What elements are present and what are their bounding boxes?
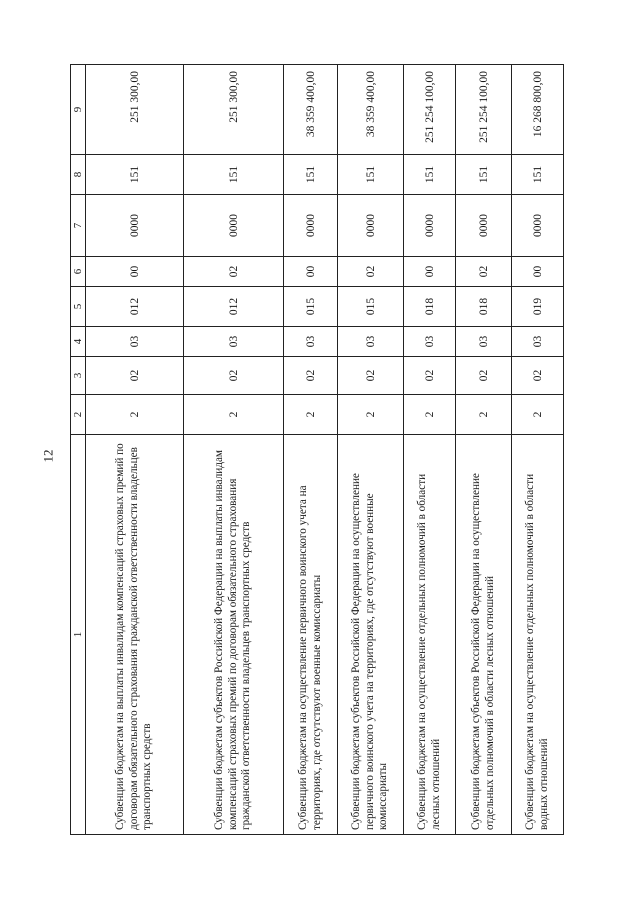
column-header: 5 (71, 287, 86, 327)
code-cell: 02 (456, 357, 512, 395)
code-cell: 03 (456, 327, 512, 357)
description-cell: Субвенции бюджетам субъектов Российской Федерации на осуществление отдельных полномочий в области лесных отношений (456, 435, 512, 835)
code-cell: 015 (284, 287, 338, 327)
code-cell: 02 (184, 357, 284, 395)
code-cell: 0000 (86, 195, 184, 257)
code-cell: 03 (404, 327, 456, 357)
code-cell: 02 (512, 357, 564, 395)
table-row (86, 65, 184, 835)
table-row (512, 65, 564, 835)
description-cell: Субвенции бюджетам субъектов Российской Федерации на осуществление первичного воинского учета на территориях, где отсутствуют военные комиссариаты (338, 435, 404, 835)
description-cell: Субвенции бюджетам субъектов Российской Федерации на выплаты инвалидам компенсаций страховых премий по договорам обязательного страхования гражданской ответственности владельцев транспортных средств (184, 435, 284, 835)
code-cell: 2 (184, 395, 284, 435)
code-cell: 151 (184, 155, 284, 195)
amount-cell: 251 254 100,00 (404, 65, 456, 155)
column-header: 1 (71, 435, 86, 835)
code-cell: 151 (404, 155, 456, 195)
code-cell: 151 (456, 155, 512, 195)
table-row (284, 65, 338, 835)
code-cell: 019 (512, 287, 564, 327)
description-cell: Субвенции бюджетам на осуществление отдельных полномочий в области лесных отношений (404, 435, 456, 835)
code-cell: 00 (284, 257, 338, 287)
code-cell: 151 (338, 155, 404, 195)
code-cell: 2 (456, 395, 512, 435)
code-cell: 03 (86, 327, 184, 357)
code-cell: 00 (512, 257, 564, 287)
code-cell: 2 (512, 395, 564, 435)
table-row (456, 65, 512, 835)
code-cell: 00 (86, 257, 184, 287)
column-header: 9 (71, 65, 86, 155)
code-cell: 2 (86, 395, 184, 435)
code-cell: 02 (404, 357, 456, 395)
code-cell: 03 (184, 327, 284, 357)
code-cell: 2 (284, 395, 338, 435)
column-header: 7 (71, 195, 86, 257)
code-cell: 0000 (512, 195, 564, 257)
code-cell: 151 (86, 155, 184, 195)
amount-cell: 251 254 100,00 (456, 65, 512, 155)
code-cell: 0000 (338, 195, 404, 257)
code-cell: 02 (338, 357, 404, 395)
amount-cell: 38 359 400,00 (338, 65, 404, 155)
code-cell: 2 (404, 395, 456, 435)
column-header: 3 (71, 357, 86, 395)
amount-cell: 16 268 800,00 (512, 65, 564, 155)
budget-table (70, 64, 564, 835)
column-header: 4 (71, 327, 86, 357)
code-cell: 151 (284, 155, 338, 195)
column-header: 2 (71, 395, 86, 435)
code-cell: 02 (338, 257, 404, 287)
code-cell: 018 (456, 287, 512, 327)
amount-cell: 251 300,00 (184, 65, 284, 155)
code-cell: 015 (338, 287, 404, 327)
amount-cell: 251 300,00 (86, 65, 184, 155)
code-cell: 0000 (284, 195, 338, 257)
description-cell: Субвенции бюджетам на осуществление первичного воинского учета на территориях, где отсутствуют военные комиссариаты (284, 435, 338, 835)
table-row (404, 65, 456, 835)
code-cell: 02 (184, 257, 284, 287)
code-cell: 02 (456, 257, 512, 287)
description-cell: Субвенции бюджетам на выплаты инвалидам компенсаций страховых премий по договорам обязательного страхования гражданской ответственности владельцев транспортных средств (86, 435, 184, 835)
column-header: 6 (71, 257, 86, 287)
code-cell: 0000 (456, 195, 512, 257)
table-row (338, 65, 404, 835)
rotated-table-wrapper (70, 65, 550, 835)
header-row (71, 65, 86, 835)
code-cell: 012 (86, 287, 184, 327)
page-number: 12 (40, 449, 56, 463)
code-cell: 0000 (184, 195, 284, 257)
code-cell: 2 (338, 395, 404, 435)
code-cell: 03 (512, 327, 564, 357)
code-cell: 151 (512, 155, 564, 195)
column-header: 8 (71, 155, 86, 195)
code-cell: 03 (284, 327, 338, 357)
code-cell: 0000 (404, 195, 456, 257)
code-cell: 02 (284, 357, 338, 395)
amount-cell: 38 359 400,00 (284, 65, 338, 155)
code-cell: 03 (338, 327, 404, 357)
table-row (184, 65, 284, 835)
code-cell: 018 (404, 287, 456, 327)
code-cell: 012 (184, 287, 284, 327)
code-cell: 00 (404, 257, 456, 287)
description-cell: Субвенции бюджетам на осуществление отдельных полномочий в области водных отношений (512, 435, 564, 835)
code-cell: 02 (86, 357, 184, 395)
